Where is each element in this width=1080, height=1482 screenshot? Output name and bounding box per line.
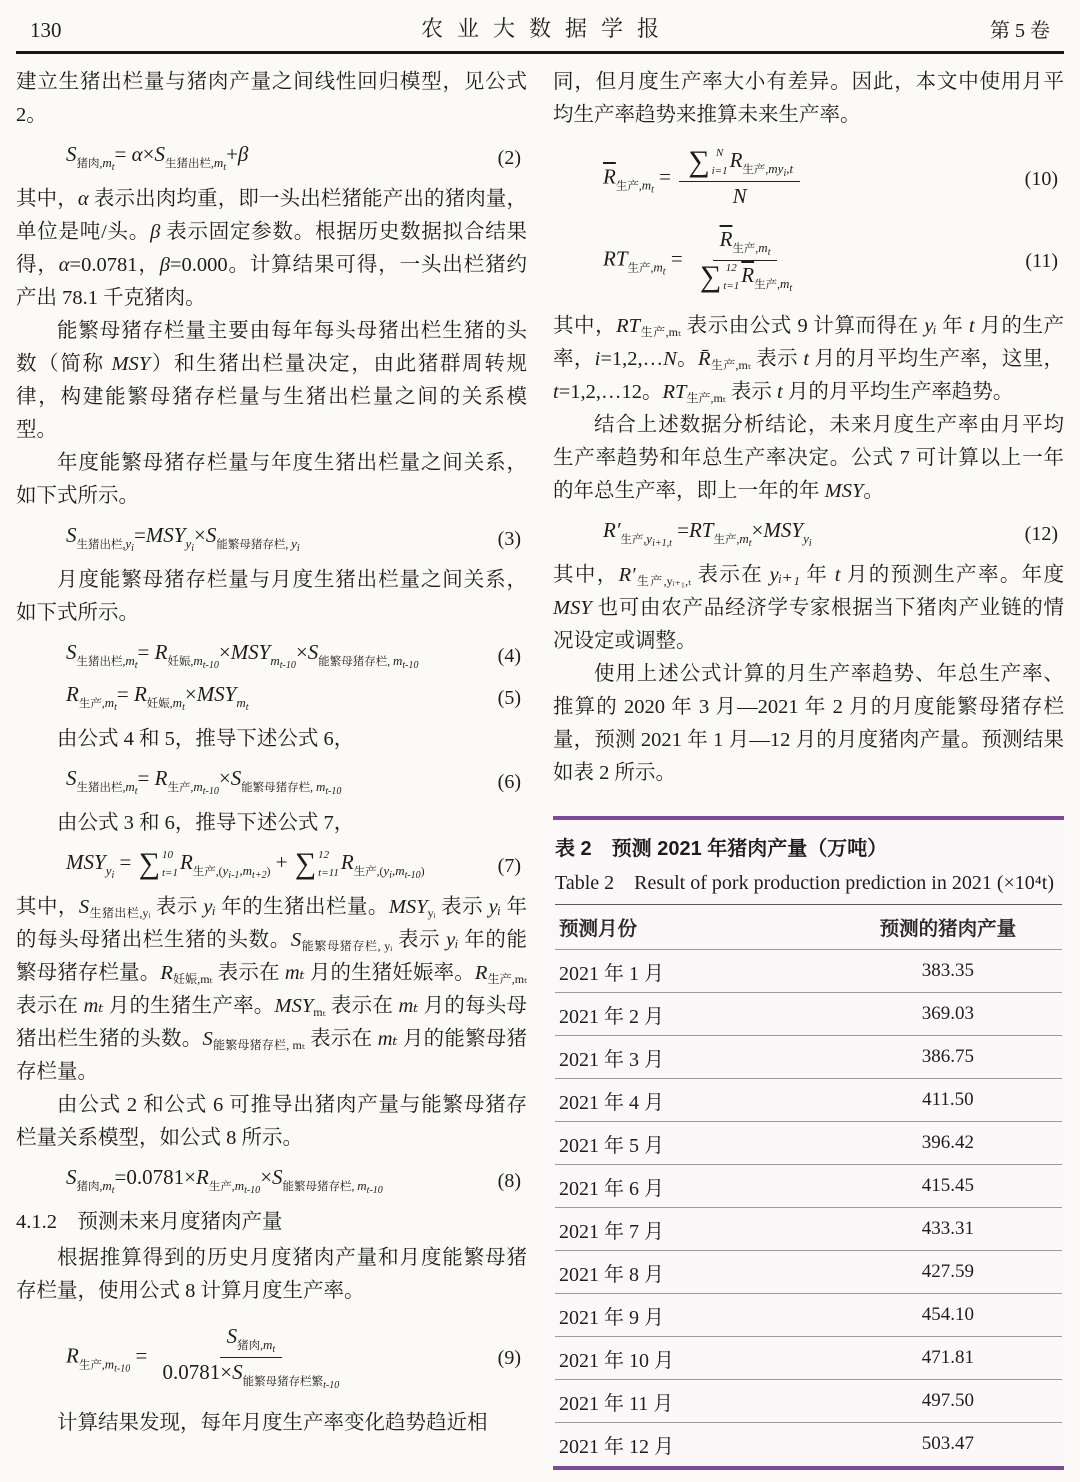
prediction-table [555, 904, 1062, 1465]
value-cell: 415.45 [834, 1165, 1062, 1208]
value-cell: 383.35 [834, 950, 1062, 993]
equation-number: (9) [497, 1346, 521, 1369]
table-row [555, 1122, 1062, 1165]
table-row [555, 1208, 1062, 1251]
body-paragraph: 由公式 3 和 6，推导下述公式 7， [57, 812, 355, 834]
equation-body: $S_{猪肉,mt}= \alpha\times S_{生猪出栏,mt}+\beta$ [66, 142, 249, 173]
month-cell: 2021 年 10 月 [555, 1337, 834, 1380]
month-cell: 2021 年 4 月 [555, 1079, 834, 1122]
equation-number: (10) [1024, 167, 1058, 190]
equation-12 [553, 517, 1064, 550]
body-paragraph: 结合上述数据分析结论，未来月度生产率由月平均生产率趋势和年总生产率决定。公式 7 可计算以上一年的年总生产率，即上一年的年 MSY。 [553, 414, 1064, 503]
equation-3 [16, 522, 527, 555]
table-header-row [555, 905, 1062, 950]
value-cell: 503.47 [921, 1433, 975, 1455]
right-column [553, 66, 1064, 1470]
section-heading-4-1-2: 4.1.2 预测未来月度猪肉产量 [16, 1211, 283, 1233]
equation-body: $R_{生产,mt-10}$ = $\frac{S_{猪肉,mt}}{0.0781\times S_{能繁母猪存栏繁t-10}}$ [66, 1324, 340, 1391]
table-row [555, 1380, 1062, 1423]
month-cell: 2021 年 3 月 [555, 1036, 834, 1079]
equation-number: (3) [497, 527, 521, 550]
table-row [555, 1294, 1062, 1337]
equation-number: (4) [497, 644, 521, 667]
equation-8 [16, 1164, 527, 1197]
value-cell: 433.31 [834, 1208, 1062, 1251]
table-row [555, 1337, 1062, 1380]
body-paragraph: 使用上述公式计算的月生产率趋势、年总生产率、推算的 2020 年 3 月—2021 年 2 月的月度能繁母猪存栏量，预测 2021 年 1 月—12 月的月度猪肉产量。预测结果如表 2 所示。 [553, 663, 1064, 785]
month-cell: 2021 年 7 月 [555, 1208, 834, 1251]
body-paragraph: 月度能繁母猪存栏量与月度生猪出栏量之间关系，如下式所示。 [16, 569, 527, 624]
page-header [0, 0, 1080, 49]
equation-body: $RT_{生产,mt}$ = $\overline{R}_{生产,mt}$ ∑ 12 t=1 $\overline{R}_{生产,mt}$ [603, 227, 793, 295]
value-cell: 471.81 [834, 1337, 1062, 1380]
table-row [555, 950, 1062, 993]
equation-10 [553, 146, 1064, 211]
equation-number: (12) [1024, 522, 1058, 545]
month-cell: 2021 年 11 月 [555, 1380, 834, 1423]
month-cell: 2021 年 9 月 [555, 1294, 834, 1337]
equation-body: $R_{生产,mt}= R_{妊娠,mt}\times MSY_{mt}$ [66, 682, 249, 713]
value-cell: 386.75 [834, 1036, 1062, 1079]
equation-body: $S_{生猪出栏,yi}=MSY_{yi}\times S_{能繁母猪存栏,}$ $_{yi}$ [66, 523, 300, 554]
equation-body: $S_{猪肉,mt}=0.0781\times R_{生产,mt-10}\times S_{能繁母猪存栏,}$ $_{mt-10}$ [66, 1165, 383, 1196]
table-row [555, 1423, 1062, 1466]
body-paragraph: 其中，α 表示出肉均重，即一头出栏猪能产出的猪肉量，单位是吨/头。β 表示固定参数。根据历史数据拟合结果得，α=0.0781，β=0.000。计算结果可得，一头出栏猪约产出 78.1 千克猪肉。 [16, 188, 528, 309]
left-column [16, 66, 527, 1470]
column-header-value: 预测的猪肉产量 [834, 905, 1062, 950]
value-cell: 497.50 [834, 1380, 1062, 1423]
journal-title: 农业大数据学报 [420, 16, 673, 41]
body-paragraph: 由公式 2 和公式 6 可推导出猪肉产量与能繁母猪存栏量关系模型，如公式 8 所示。 [16, 1094, 527, 1149]
body-paragraph: 其中，$S_{生猪出栏,yᵢ}$ 表示 yᵢ 年的生猪出栏量。$MSY_{yᵢ}$ 表示 yᵢ 年的每头母猪出栏生猪的头数。$S_{能繁母猪存栏, yᵢ}$ 表示 yᵢ 年的能繁母猪存栏量。$R_{妊娠,m_t}$ 表示在 mₜ 月的生猪妊娠率。$R_{生产,m_t}$ 表示在 mₜ 月的生猪生产率。$MSY_{m_t}$ 表示在 mₜ 月的每头母猪出栏生猪的头数。$S_{能繁母猪存栏, m_t}$ 表示在 mₜ 月的能繁母猪存栏量。 [16, 896, 528, 1083]
table-body [555, 950, 1062, 1466]
equation-7 [16, 846, 527, 882]
equation-11 [553, 225, 1064, 296]
volume-label: 第 5 卷 [990, 20, 1050, 42]
body-paragraph: 其中，$RT_{生产,m_t}$ 表示由公式 9 计算而得在 yᵢ 年 t 月的生产率，i=1,2,…N。$R̄_{生产,m_t}$ 表示 t 月的月平均生产率，这里，t=1,2,…12。$RT_{生产,m_t}$ 表示 t 月的月平均生产率趋势。 [553, 315, 1065, 406]
table-2-block [553, 816, 1064, 1470]
column-header-month: 预测月份 [555, 905, 834, 950]
table-caption-cn: 表 2 预测 2021 年猪肉产量（万吨） [555, 838, 888, 861]
equation-number: (8) [497, 1169, 521, 1192]
body-paragraph: 同，但月度生产率大小有差异。因此，本文中使用月平均生产率趋势来推算未来生产率。 [553, 71, 1064, 126]
body-paragraph: 能繁母猪存栏量主要由每年每头母猪出栏生猪的头数（简称 MSY）和生猪出栏量决定，由此猪群周转规律，构建能繁母猪存栏量与生猪出栏量之间的关系模型。 [16, 320, 527, 441]
table-row [555, 1079, 1062, 1122]
month-cell: 2021 年 2 月 [555, 993, 834, 1036]
body-paragraph: 计算结果发现，每年月度生产率变化趋势趋近相 [57, 1412, 488, 1434]
equation-5 [16, 681, 527, 714]
equation-body: $\overline{R}_{生产,mt}$ = ∑ N i=1 $R_{生产,myi,t}$ N [603, 146, 803, 211]
body-paragraph: 由公式 4 和 5，推导下述公式 6， [57, 728, 355, 750]
equation-body: $R'_{生产,yi+1,t} =RT_{生产,mt}\times MSY_{yi}$ [603, 518, 812, 550]
body-paragraph: 年度能繁母猪存栏量与年度生猪出栏量之间关系，如下式所示。 [16, 452, 527, 507]
value-cell: 369.03 [834, 993, 1062, 1036]
table-caption-en: Table 2 Result of pork production prediction in 2021 (×10⁴t) [555, 872, 1054, 895]
equation-body: $S_{生猪出栏,mt}= R_{妊娠,mt-10}\times MSY_{mt-10}\times S_{能繁母猪存栏,}$ $_{mt-10}$ [66, 640, 419, 671]
value-cell: 396.42 [834, 1122, 1062, 1165]
equation-4 [16, 639, 527, 672]
equation-9 [16, 1322, 527, 1393]
month-cell: 2021 年 1 月 [555, 950, 834, 993]
equation-2 [16, 141, 527, 174]
month-cell: 2021 年 5 月 [555, 1122, 834, 1165]
equation-body: $MSY_{yi}$ = ∑ 10 t=1 $R_{生产,(yi-1,mt+2)}$ + ∑ 12 t=11 $R_{生产,(yi,mt-10)}$ [66, 846, 425, 881]
body-paragraph: 其中，$R'_{生产,yᵢ_{+1},_t}$ 表示在 yᵢ₊₁ 年 t 月的预测生产率。年度 MSY 也可由农产品经济学专家根据当下猪肉产业链的情况设定或调整。 [553, 564, 1065, 653]
month-cell: 2021 年 6 月 [555, 1165, 834, 1208]
equation-number: (6) [497, 770, 521, 793]
page-body [0, 54, 1080, 1470]
table-row [555, 1165, 1062, 1208]
month-cell: 2021 年 8 月 [555, 1251, 834, 1294]
equation-number: (7) [497, 854, 521, 877]
table-row [555, 1251, 1062, 1294]
equation-6 [16, 765, 527, 798]
table-row [555, 1036, 1062, 1079]
body-paragraph: 建立生猪出栏量与猪肉产量之间线性回归模型，见公式 2。 [16, 71, 527, 126]
value-cell: 427.59 [834, 1251, 1062, 1294]
month-cell: 2021 年 12 月 [559, 1435, 674, 1458]
body-paragraph: 根据推算得到的历史月度猪肉产量和月度能繁母猪存栏量，使用公式 8 计算月度生产率。 [16, 1247, 527, 1302]
equation-number: (5) [497, 686, 521, 709]
page-number: 130 [30, 18, 62, 42]
value-cell: 454.10 [834, 1294, 1062, 1337]
equation-number: (11) [1025, 249, 1058, 272]
equation-body: $S_{生猪出栏,mt}= R_{生产,mt-10}\times S_{能繁母猪存栏,}$ $_{mt-10}$ [66, 766, 342, 797]
value-cell: 411.50 [834, 1079, 1062, 1122]
table-row [555, 993, 1062, 1036]
equation-number: (2) [497, 146, 521, 169]
